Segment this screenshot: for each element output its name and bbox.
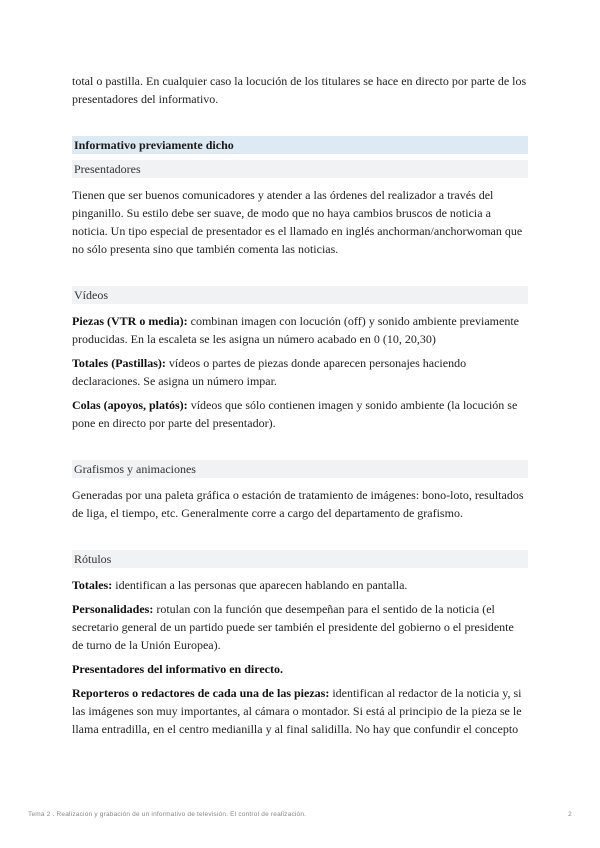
- term-description: combinan imagen con locución (off) y sonido ambiente previamente producidas. En la escaleta se les asigna un número acabado en 0 (10, 20,30): [72, 314, 519, 346]
- term-label: Personalidades:: [72, 602, 154, 616]
- page-footer: [28, 811, 572, 818]
- videos-item-totales: [72, 354, 528, 390]
- intro-paragraph: total o pastilla. En cualquier caso la locución de los titulares se hace en directo por parte de los presentadores del informativo.: [72, 74, 527, 106]
- rotulos-item-totales: [72, 576, 528, 594]
- term-label: Presentadores del informativo en directo.: [72, 662, 283, 676]
- heading-grafismos: Grafismos y animaciones: [72, 460, 528, 478]
- page-number: 2: [568, 811, 572, 818]
- heading-videos: Vídeos: [72, 286, 528, 304]
- term-label: Reporteros o redactores de cada una de las piezas:: [72, 686, 330, 700]
- heading-presentadores: Presentadores: [72, 160, 528, 178]
- footer-text: Tema 2 . Realización y grabación de un informativo de televisión. El control de realización.: [28, 811, 307, 818]
- term-description: identifican a las personas que aparecen hablando en pantalla.: [112, 578, 408, 592]
- rotulos-item-reporteros: [72, 684, 528, 738]
- section-title: Informativo previamente dicho: [72, 136, 528, 154]
- term-description: identifican al redactor de la noticia y, si las imágenes son muy importantes, al cámara o montador. Si está al principio de la pieza se le llama entradilla, en el centro medianilla y al final salidilla. No hay que confundir el concepto: [72, 686, 522, 736]
- term-label: Totales (Pastillas):: [72, 356, 166, 370]
- rotulos-item-personalidades: [72, 600, 528, 654]
- presentadores-text: Tienen que ser buenos comunicadores y atender a las órdenes del realizador a través del pinganillo. Su estilo debe ser suave, de modo que no haya cambios bruscos de noticia a noticia. Un tipo especial de presentador es el llamado en inglés anchorman/anchorwoman que no sólo presenta sino que también comenta las noticias.: [72, 188, 523, 256]
- videos-item-piezas: [72, 312, 528, 348]
- grafismos-text: Generadas por una paleta gráfica o estación de tratamiento de imágenes: bono-loto, resultados de liga, el tiempo, etc. Generalmente corre a cargo del departamento de grafismo.: [72, 488, 524, 520]
- term-description: vídeos que sólo contienen imagen y sonido ambiente (la locución se pone en directo por parte del presentador).: [72, 398, 518, 430]
- term-description: rotulan con la función que desempeñan para el sentido de la noticia (el secretario general de un partido puede ser también el presidente del gobierno o el presidente de turno de la Unión Europea).: [72, 602, 514, 652]
- term-description: vídeos o partes de piezas donde aparecen personajes haciendo declaraciones. Se asigna un número impar.: [72, 356, 467, 388]
- term-label: Piezas (VTR o media):: [72, 314, 188, 328]
- page-content: [72, 72, 528, 744]
- videos-item-colas: [72, 396, 528, 432]
- heading-rotulos: Rótulos: [72, 550, 528, 568]
- term-label: Colas (apoyos, platós):: [72, 398, 188, 412]
- rotulos-item-presentadores: [72, 660, 528, 678]
- term-label: Totales:: [72, 578, 113, 592]
